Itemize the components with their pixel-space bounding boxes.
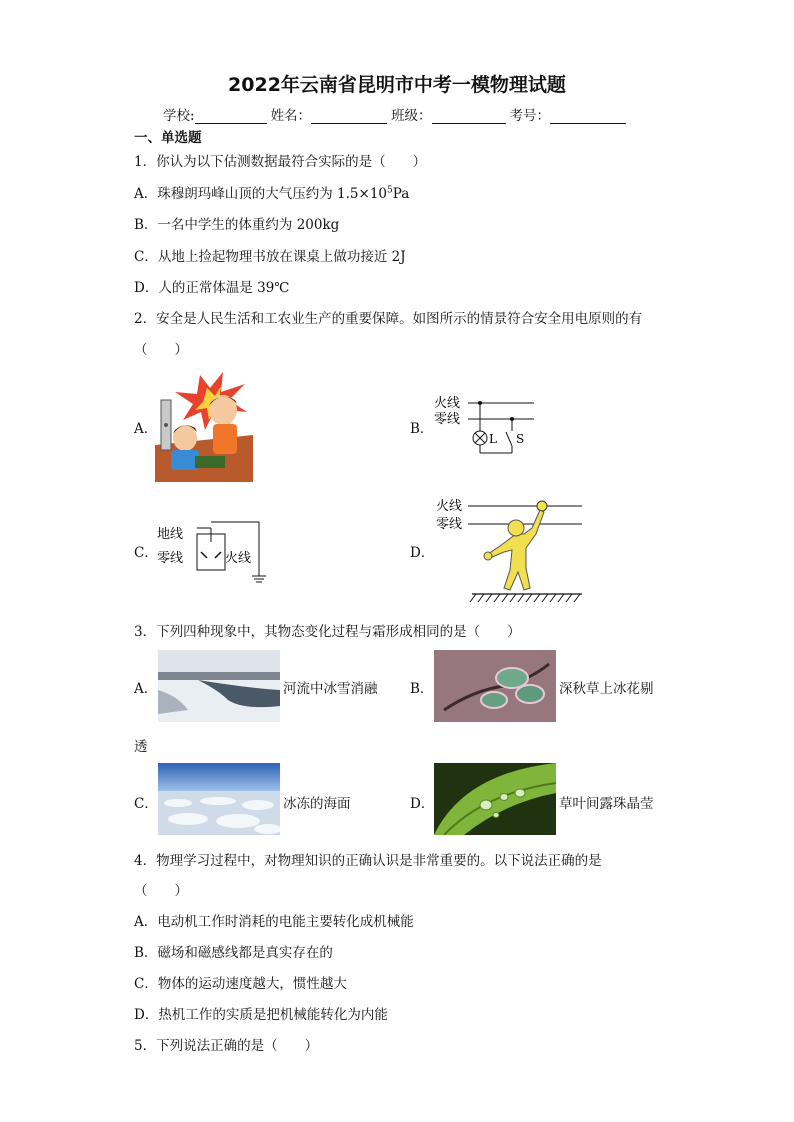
q2-stem: 2．安全是人民生活和工农业生产的重要保障。如图所示的情景符合安全用电原则的有 — [134, 311, 643, 327]
q3-option-b-text: 深秋草上冰花剔 — [559, 681, 654, 697]
q2-c-neutral-label: 零线 — [157, 551, 184, 566]
q3-option-b-image — [434, 650, 556, 722]
q2-stem-cont: （ ） — [134, 342, 188, 358]
q3-option-d-image — [434, 763, 556, 835]
q5-stem: 5．下列说法正确的是（ ） — [134, 1038, 319, 1054]
school-label: 学校: — [163, 108, 195, 124]
q3-option-c-label: C． — [134, 796, 158, 812]
q3-option-a-image — [158, 650, 280, 722]
exam-no-blank[interactable] — [550, 109, 626, 124]
q2-option-a-image — [155, 370, 253, 482]
q2-d-neutral-label: 零线 — [436, 517, 463, 532]
q2-option-d-image — [432, 494, 584, 604]
q3-option-b-label: B． — [410, 681, 434, 697]
q3-option-b-text-cont: 透 — [134, 739, 148, 755]
q4-stem: 4．物理学习过程中，对物理知识的正确认识是非常重要的。以下说法正确的是 — [134, 853, 602, 869]
q2-option-d-label: D． — [410, 545, 435, 561]
q2-c-live-label: 火线 — [225, 551, 252, 566]
q3-option-c-text: 冰冻的海面 — [283, 796, 351, 812]
q2-b-live-label: 火线 — [434, 396, 461, 411]
q2-option-c-label: C． — [134, 545, 158, 561]
q4-stem-cont: （ ） — [134, 883, 188, 899]
q2-option-c-socket — [155, 514, 267, 584]
q4-option-b: B．磁场和磁感线都是真实存在的 — [134, 945, 333, 961]
student-info-line — [163, 104, 626, 124]
q2-option-a-label: A． — [134, 421, 158, 437]
q3-option-a-text: 河流中冰雪消融 — [283, 681, 378, 697]
q2-b-switch-label: S — [516, 432, 525, 446]
class-blank[interactable] — [432, 109, 506, 124]
q1-option-d: D．人的正常体温是 39℃ — [134, 280, 290, 296]
school-blank[interactable] — [195, 109, 267, 124]
name-label: 姓名： — [270, 108, 312, 124]
q1-option-b: B．一名中学生的体重约为 200kg — [134, 217, 340, 233]
q3-option-d-text: 草叶间露珠晶莹 — [559, 796, 654, 812]
q4-option-a: A．电动机工作时消耗的电能主要转化成机械能 — [134, 914, 414, 930]
q1-stem: 1．你认为以下估测数据最符合实际的是（ ） — [134, 154, 427, 170]
q2-b-lamp-label: L — [489, 432, 497, 446]
q4-option-d: D．热机工作的实质是把机械能转化为内能 — [134, 1007, 388, 1023]
q2-d-live-label: 火线 — [436, 499, 463, 514]
q2-option-b-label: B． — [410, 421, 434, 437]
page-title: 2022年云南省昆明市中考一模物理试题 — [228, 74, 566, 96]
q2-option-b-circuit — [432, 390, 536, 460]
section-heading: 一、单选题 — [134, 130, 202, 146]
q1-option-c: C．从地上捡起物理书放在课桌上做功接近 2J — [134, 249, 406, 265]
q2-b-neutral-label: 零线 — [434, 412, 461, 427]
exam-no-label: 考号： — [509, 108, 551, 124]
q3-option-d-label: D． — [410, 796, 435, 812]
q3-stem: 3．下列四种现象中，其物态变化过程与霜形成相同的是（ ） — [134, 624, 521, 640]
name-blank[interactable] — [311, 109, 387, 124]
q3-option-a-label: A． — [134, 681, 158, 697]
q3-option-c-image — [158, 763, 280, 835]
q1-option-a: A．珠穆朗玛峰山顶的大气压约为 $1.5\times 10^5Pa$ — [134, 185, 410, 202]
q4-option-c: C．物体的运动速度越大，惯性越大 — [134, 976, 347, 992]
q2-c-ground-label: 地线 — [157, 527, 184, 542]
class-label: 班级： — [391, 108, 432, 124]
